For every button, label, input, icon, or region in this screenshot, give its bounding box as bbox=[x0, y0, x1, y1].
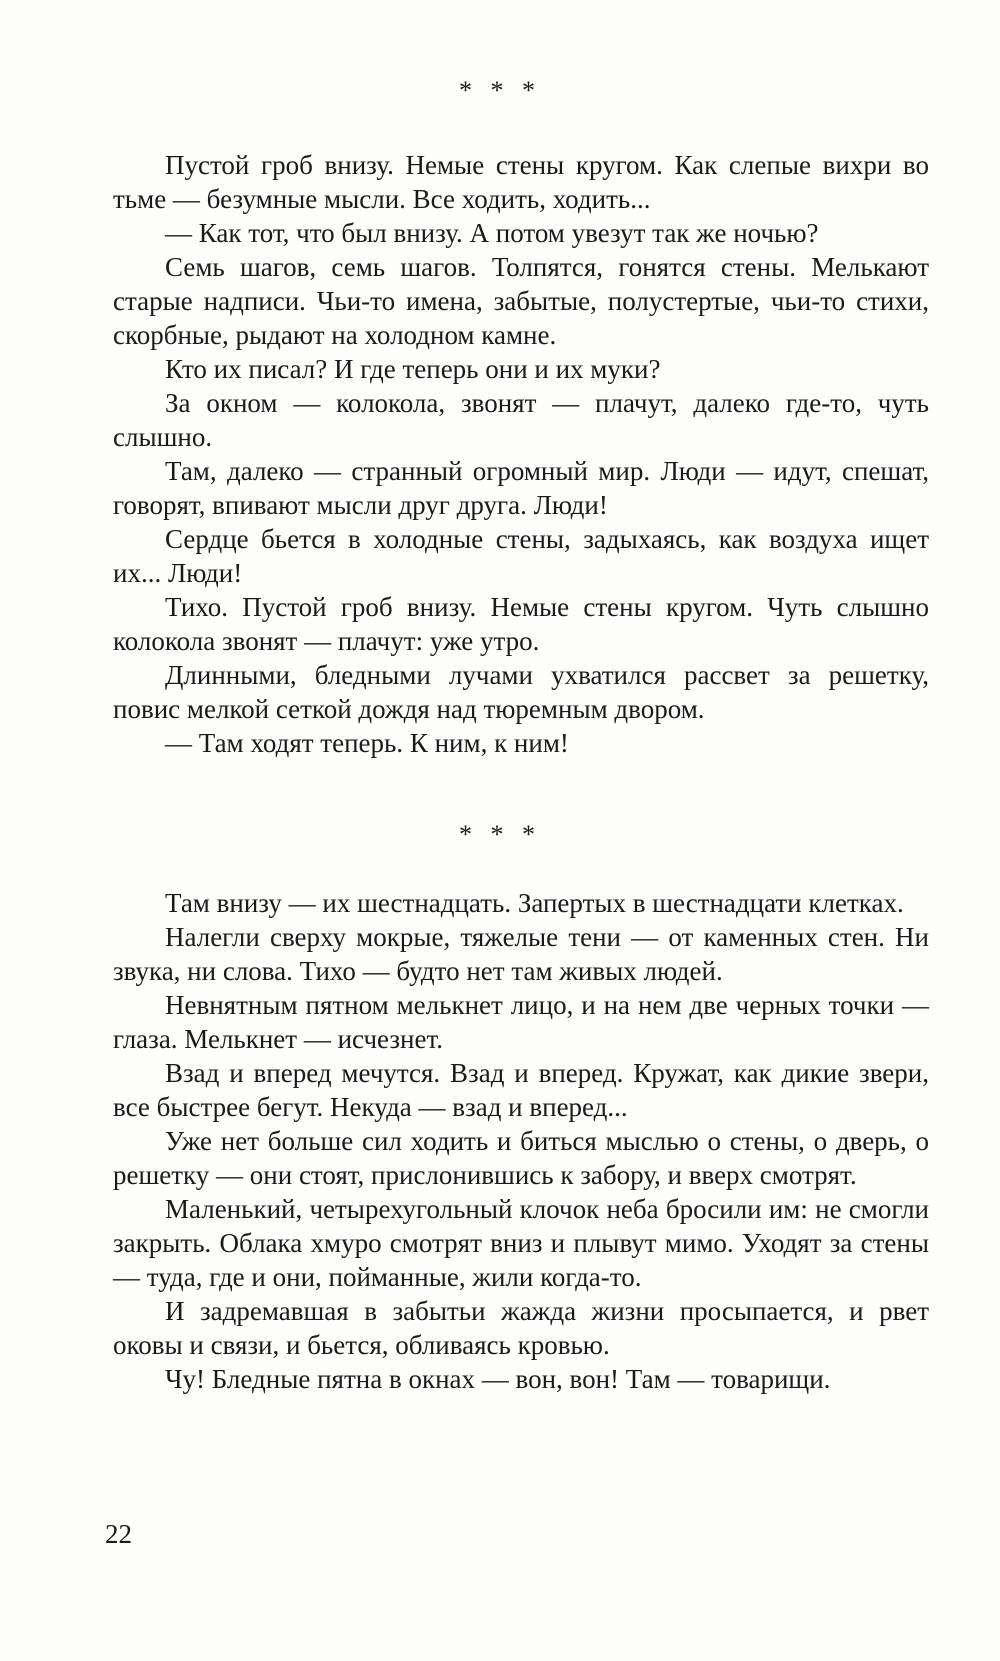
paragraph: За окном — колокола, звонят — плачут, далеко где-то, чуть слышно. bbox=[113, 388, 929, 452]
section-separator-middle: * * * bbox=[459, 820, 541, 849]
section-2-text bbox=[113, 886, 929, 1396]
paragraph: Невнятным пятном мелькнет лицо, и на нем две черных точки — глаза. Мелькнет — исчезнет. bbox=[113, 990, 929, 1054]
paragraph: Кто их писал? И где теперь они и их муки? bbox=[165, 354, 661, 384]
section-separator-top: * * * bbox=[459, 76, 541, 105]
paragraph: — Как тот, что был внизу. А потом увезут так же ночью? bbox=[165, 218, 819, 248]
paragraph: Там, далеко — странный огромный мир. Люди — идут, спешат, говорят, впивают мысли друг друга. Люди! bbox=[113, 456, 929, 520]
paragraph: Налегли сверху мокрые, тяжелые тени — от каменных стен. Ни звука, ни слова. Тихо — будто нет там живых людей. bbox=[113, 922, 929, 986]
paragraph: Длинными, бледными лучами ухватился рассвет за решетку, повис мелкой сеткой дождя над тюремным двором. bbox=[113, 660, 929, 724]
paragraph: Семь шагов, семь шагов. Толпятся, гонятся стены. Мелькают старые надписи. Чьи-то имена, забытые, полустертые, чьи-то стихи, скорбные, рыдают на холодном камне. bbox=[113, 252, 929, 350]
paragraph: Взад и вперед мечутся. Взад и вперед. Кружат, как дикие звери, все быстрее бегут. Некуда — взад и вперед... bbox=[113, 1058, 929, 1122]
page-number: 22 bbox=[105, 1519, 132, 1549]
paragraph: Сердце бьется в холодные стены, задыхаясь, как воздуха ищет их... Люди! bbox=[113, 524, 929, 588]
paragraph: Чу! Бледные пятна в окнах — вон, вон! Там — товарищи. bbox=[165, 1364, 831, 1394]
paragraph: Уже нет больше сил ходить и биться мыслью о стены, о дверь, о решетку — они стоят, прислонившись к забору, и вверх смотрят. bbox=[113, 1126, 929, 1190]
paragraph: Пустой гроб внизу. Немые стены кругом. Как слепые вихри во тьме — безумные мысли. Все ходить, ходить... bbox=[113, 150, 929, 214]
paragraph: Маленький, четырехугольный клочок неба бросили им: не смогли закрыть. Облака хмуро смотрят вниз и плывут мимо. Уходят за стены — туда, где и они, пойманные, жили когда-то. bbox=[113, 1194, 929, 1292]
paragraph: — Там ходят теперь. К ним, к ним! bbox=[165, 728, 569, 758]
paragraph: Тихо. Пустой гроб внизу. Немые стены кругом. Чуть слышно колокола звонят — плачут: уже утро. bbox=[113, 592, 929, 656]
paragraph: Там внизу — их шестнадцать. Запертых в шестнадцати клетках. bbox=[165, 888, 904, 918]
paragraph: И задремавшая в забытьи жажда жизни просыпается, и рвет оковы и связи, и бьется, обливаясь кровью. bbox=[113, 1296, 929, 1360]
section-1-text bbox=[113, 148, 929, 760]
